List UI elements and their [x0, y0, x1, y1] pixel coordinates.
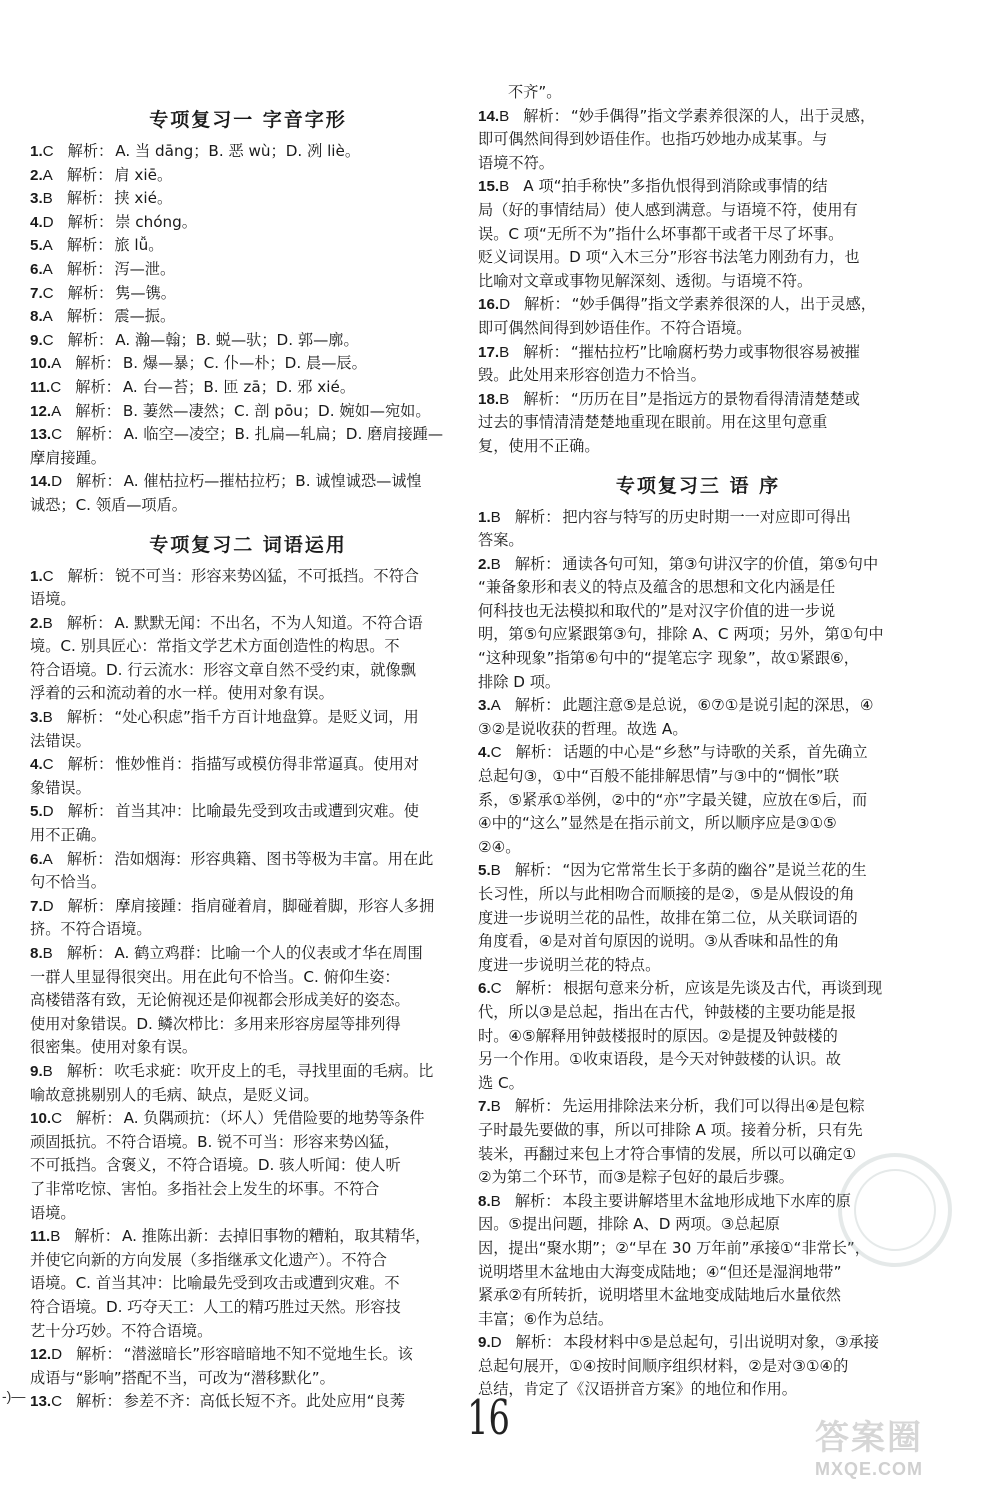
explanation-text: 语境。 — [30, 590, 76, 609]
analysis-label: 解析： — [515, 1333, 562, 1352]
answer-item — [478, 977, 918, 1095]
explanation-text: 很密集。使用对象有误。 — [30, 1038, 198, 1057]
explanation-text: 选 C。 — [478, 1073, 524, 1092]
question-number: 7. — [30, 897, 43, 915]
question-number: 5. — [30, 237, 43, 255]
explanation-text: 符合语境。D. 行云流水：形容文章自然不受约束，就像飘 — [30, 660, 416, 679]
answer-letter: A — [42, 166, 53, 184]
question-number: 1. — [30, 143, 43, 160]
explanation-text: 泻—泄。 — [114, 259, 176, 278]
explanation-text: A. 台—苔；B. 匝 zā；D. 邪 xié。 — [122, 377, 356, 396]
explanation-text: 过去的事情清清楚楚地重现在眼前。用在这里句意重 — [478, 413, 828, 432]
question-number: 10. — [30, 1110, 52, 1128]
question-number: 3. — [30, 190, 43, 208]
answer-item — [30, 211, 466, 235]
explanation-text: 喻故意挑剔别人的毛病、缺点，是贬义词。 — [30, 1085, 319, 1104]
answer-item — [478, 175, 918, 293]
analysis-label: 解析： — [515, 743, 562, 762]
explanation-text: 总结，肯定了《汉语拼音方案》的地位和作用。 — [478, 1380, 797, 1399]
answer-item — [478, 506, 918, 553]
question-number: 1. — [478, 508, 491, 526]
explanation-text: 挤。不符合语境。 — [30, 920, 152, 939]
page-edge-mark: -)— — [2, 1388, 26, 1404]
answer-item — [478, 105, 918, 176]
answer-letter: A — [42, 308, 53, 326]
answer-letter: B — [499, 343, 510, 361]
explanation-text: 使用对象错误。D. 鳞次栉比：多用来形容房屋等排列得 — [30, 1014, 401, 1033]
question-number: 3. — [478, 697, 491, 715]
answer-item — [30, 612, 466, 706]
explanation-text: 此题注意⑤是总说，⑥⑦①是说引起的深思，④ — [562, 696, 874, 715]
answer-item — [478, 1331, 918, 1402]
answer-item — [30, 164, 466, 188]
analysis-label: 解析： — [523, 342, 569, 361]
answer-letter: A — [51, 355, 62, 373]
analysis-label: 解析： — [514, 696, 561, 715]
explanation-text: “这种现象”指第⑥句中的“提笔忘字 现象”，故①紧跟⑥， — [478, 649, 859, 668]
analysis-label: 解析： — [67, 802, 114, 821]
explanation-text: 顽固抵抗。不符合语境。B. 锐不可当：形容来势凶猛， — [30, 1132, 400, 1151]
explanation-text: 不可抵挡。含褒义，不符合语境。D. 骇人听闻：使人听 — [30, 1156, 401, 1175]
explanation-text: 系，⑤紧承①举例，②中的“亦”字最关键，应放在⑤后，而 — [478, 790, 868, 809]
explanation-text: 说明塔里木盆地由大海变成陆地；④“但还是湿润地带” — [478, 1262, 842, 1281]
answer-letter: D — [490, 1334, 502, 1352]
question-number: 6. — [30, 850, 43, 868]
answer-letter: B — [490, 1192, 501, 1210]
answer-item — [478, 388, 918, 459]
analysis-label: 解析： — [515, 979, 562, 998]
question-number: 18. — [478, 390, 500, 408]
explanation-text: 肩 xiē。 — [114, 165, 173, 184]
explanation-text: ②④。 — [478, 837, 521, 856]
explanation-text: 比喻对文章或事物见解深刻、透彻。与语境不符。 — [478, 271, 813, 290]
analysis-label: 解析： — [74, 1227, 120, 1246]
answer-letter: A — [42, 850, 53, 868]
answer-letter: C — [42, 567, 54, 585]
answer-item — [30, 282, 466, 306]
explanation-text: A. 催枯拉朽—摧枯拉朽；B. 诚惶诚恐—诚惶 — [123, 472, 422, 491]
explanation-text: A. 瀚—翰；B. 蜕—驮；D. 郭—廓。 — [115, 330, 359, 349]
page-number: 16 — [467, 1390, 510, 1446]
answer-letter: D — [51, 1346, 63, 1364]
analysis-label: 解析： — [75, 377, 121, 396]
question-number: 3. — [30, 709, 43, 727]
answer-item — [478, 859, 918, 977]
explanation-text: 因，提出“聚水期”；②“早在 30 万年前”承接①“非常长”， — [478, 1238, 870, 1257]
question-number: 1. — [30, 567, 43, 585]
analysis-label: 解析： — [523, 106, 569, 125]
question-number: 11. — [30, 378, 51, 396]
continuation-text: 不齐”。 — [508, 83, 562, 101]
explanation-text: 诚恐；C. 领盾—项盾。 — [30, 495, 187, 514]
explanation-text: 总起句展开，①④按时间顺序组织材料，②是对③①④的 — [478, 1356, 849, 1375]
question-number: 13. — [30, 426, 52, 444]
explanation-text: “兼备象形和表义的特点及蕴含的思想和文化内涵是任 — [478, 578, 836, 597]
explanation-text: “妙手偶得”指文学素养很深的人，出于灵感， — [570, 106, 876, 125]
answer-item — [30, 1343, 466, 1390]
explanation-text: A. 当 dāng；B. 恶 wù；D. 冽 liè。 — [115, 142, 361, 160]
explanation-text: 隽—镌。 — [115, 283, 176, 302]
explanation-text: 参差不齐：高低长短不齐。此处应用“良莠 — [123, 1392, 405, 1411]
answer-item — [478, 341, 918, 388]
analysis-label: 解析： — [514, 861, 561, 880]
analysis-label: 解析： — [66, 849, 113, 868]
answer-letter: B — [499, 107, 510, 125]
answer-letter: C — [51, 1393, 63, 1411]
question-number: 5. — [30, 803, 43, 821]
question-number: 17. — [478, 343, 500, 361]
explanation-text: 语境。 — [30, 1203, 76, 1222]
explanation-text: A. 鹤立鸡群：比喻一个人的仪表或才华在周围 — [114, 944, 423, 962]
explanation-text: 装米，再翻过来包上才符合事情的发展，所以可以确定① — [478, 1144, 857, 1163]
explanation-text: B. 萋然—凄然；C. 剖 pōu；D. 婉如—宛如。 — [122, 401, 431, 420]
explanation-text: 本段材料中⑤是总起句，引出说明对象，③承接 — [563, 1333, 879, 1352]
explanation-text: 丰富；⑥作为总结。 — [478, 1309, 614, 1328]
section-title: 专项复习三 语 序 — [615, 474, 781, 497]
explanation-text: 贬义词误用。D 项“入木三分”形容书法笔力刚劲有力，也 — [478, 248, 860, 267]
answer-item — [30, 400, 466, 424]
section-title: 专项复习二 词语运用 — [149, 533, 347, 556]
analysis-label: 解析： — [66, 189, 113, 208]
answer-letter: A — [490, 697, 501, 715]
question-number: 8. — [30, 945, 43, 962]
explanation-text: A. 临空—凌空；B. 扎扁—轧扁；D. 磨肩接踵— — [123, 425, 444, 444]
analysis-label: 解析： — [514, 1097, 561, 1116]
explanation-text: 一群人里显得很突出。用在此句不恰当。C. 俯仰生姿： — [30, 967, 400, 986]
answer-letter: D — [42, 213, 54, 231]
explanation-text: 局（好的事情结局）使人感到满意。与语境不符，使用有 — [478, 200, 858, 219]
answer-item — [478, 741, 918, 859]
answer-letter: B — [490, 555, 501, 573]
answer-item — [478, 694, 918, 741]
explanation-text: 根据句意来分析，应该是先谈及古代，再谈到现 — [563, 979, 883, 998]
answer-letter: B — [490, 862, 501, 880]
answer-letter: C — [51, 1110, 63, 1128]
answer-item — [30, 234, 466, 258]
analysis-label: 解析： — [75, 354, 121, 373]
analysis-label: 解析： — [66, 165, 113, 184]
question-number: 2. — [478, 555, 491, 573]
explanation-text: 句不恰当。 — [30, 873, 106, 892]
answer-item — [478, 553, 918, 695]
answer-letter: C — [50, 378, 62, 396]
answer-letter: C — [51, 426, 63, 444]
analysis-label: 解析： — [67, 566, 114, 585]
answer-letter: B — [499, 178, 510, 196]
explanation-text: 另一个作用。①收束语段，是今天对钟鼓楼的认识。故 — [478, 1050, 841, 1069]
explanation-text: 首当其冲：比喻最先受到攻击或遭到灾难。使 — [115, 802, 419, 821]
analysis-label: 解析： — [514, 507, 561, 526]
answer-letter: A — [42, 237, 53, 255]
explanation-text: 紧承②有所转折，说明塔里木盆地变成陆地后水量依然 — [478, 1286, 841, 1305]
answer-item — [30, 1107, 466, 1225]
answer-item — [30, 753, 466, 800]
explanation-text: 惟妙惟肖：指描写或模仿得非常逼真。使用对 — [115, 755, 419, 774]
explanation-text: 总起句③，①中“百般不能排解思情”与③中的“惆怅”联 — [478, 767, 839, 786]
explanation-text: 锐不可当：形容来势凶猛，不可抵挡。不符合 — [115, 566, 419, 585]
analysis-label: 解析： — [76, 1345, 122, 1364]
explanation-text: “妙手偶得”指文学素养很深的人，出于灵感， — [571, 295, 876, 314]
question-number: 13. — [30, 1393, 52, 1411]
explanation-text: 毁。此处用来形容创造力不恰当。 — [478, 366, 706, 385]
analysis-label: 解析： — [523, 389, 569, 408]
question-number: 4. — [30, 756, 43, 774]
explanation-text: B. 爆—暴；C. 仆—朴；D. 晨—辰。 — [122, 354, 367, 373]
question-number: 9. — [30, 1062, 43, 1080]
answer-item — [30, 800, 466, 847]
analysis-label: 解析： — [67, 755, 114, 774]
answer-item — [30, 1225, 466, 1343]
answer-letter: C — [42, 284, 54, 302]
answer-item — [30, 942, 466, 1060]
explanation-text: 并使它向新的方向发展（多指继承文化遗产）。不符合 — [30, 1250, 387, 1269]
answer-letter: B — [499, 390, 510, 408]
answer-item — [478, 293, 918, 340]
explanation-text: 因。⑤提出问题，排除 A、D 两项。③总起原 — [478, 1215, 780, 1234]
answer-item — [30, 352, 466, 376]
question-number: 12. — [30, 1346, 52, 1364]
watermark-stamp-icon — [830, 1140, 960, 1280]
answer-letter: A — [51, 402, 62, 420]
analysis-label: 解析： — [514, 554, 561, 573]
explanation-text: 崇 chóng。 — [115, 212, 197, 231]
explanation-text: 浩如烟海：形容典籍、图书等极为丰富。用在此 — [114, 849, 434, 868]
analysis-label: 解析： — [66, 944, 113, 962]
explanation-text: “潜滋暗长”形容暗暗地不知不觉地生长。该 — [123, 1345, 413, 1364]
answer-item — [30, 848, 466, 895]
explanation-text: 误。C 项“无所不为”指什么坏事都干或者干尽了坏事。 — [478, 224, 844, 243]
explanation-text: 话题的中心是“乡愁”与诗歌的关系，首先确立 — [563, 743, 868, 762]
explanation-text: 把内容与特写的历史时期一一对应即可得出 — [562, 507, 851, 526]
explanation-text: “处心积虑”指千方百计地盘算。是贬义词，用 — [114, 708, 419, 727]
question-number: 12. — [30, 402, 52, 420]
question-number: 14. — [478, 107, 500, 125]
explanation-text: 象错误。 — [30, 778, 91, 797]
explanation-text: 明，第⑤句应紧跟第③句，排除 A、C 两项；另外，第①句中 — [478, 625, 884, 644]
answer-letter: C — [490, 980, 502, 998]
analysis-label: 解析： — [66, 1061, 113, 1080]
question-number: 7. — [30, 284, 43, 302]
analysis-label: 解析： — [66, 307, 113, 326]
explanation-text: 度进一步说明兰花的特点。 — [478, 955, 661, 974]
explanation-text: ③②是说收获的哲理。故选 A。 — [478, 719, 688, 738]
question-number: 4. — [478, 744, 491, 762]
explanation-text: A 项“拍手称快”多指仇恨得到消除或事情的结 — [523, 177, 828, 196]
answer-letter: B — [42, 190, 53, 208]
question-number: 7. — [478, 1098, 491, 1116]
analysis-label: 解析： — [67, 896, 114, 915]
analysis-label: 解析： — [76, 1392, 122, 1411]
answer-letter: B — [490, 508, 501, 526]
question-number: 10. — [30, 355, 52, 373]
analysis-label: 解析： — [67, 212, 114, 231]
analysis-label: 解析： — [66, 236, 113, 255]
answer-letter: B — [42, 614, 53, 632]
answer-item — [30, 329, 466, 353]
explanation-text: 角度看，④是对首句原因的说明。③从香味和品性的角 — [478, 932, 840, 951]
analysis-label: 解析： — [524, 295, 570, 314]
answer-letter: D — [51, 473, 63, 491]
answer-item — [30, 565, 466, 612]
question-number: 6. — [478, 980, 491, 998]
explanation-text: 先运用排除法来分析，我们可以得出④是包粽 — [562, 1097, 865, 1116]
answer-item — [30, 187, 466, 211]
question-number: 6. — [30, 260, 43, 278]
explanation-text: A. 推陈出新：去掉旧事物的糟粕，取其精华， — [121, 1227, 431, 1246]
answer-letter: B — [490, 1098, 501, 1116]
question-number: 4. — [30, 213, 43, 231]
analysis-label: 解析： — [76, 472, 122, 491]
answer-item — [30, 895, 466, 942]
explanation-text: 复，使用不正确。 — [478, 436, 600, 455]
explanation-text: 符合语境。D. 巧夺天工：人工的精巧胜过天然。形容技 — [30, 1297, 401, 1316]
explanation-text: 震—振。 — [114, 307, 176, 326]
answer-letter: B — [42, 1062, 53, 1080]
question-number: 11. — [30, 1228, 51, 1246]
explanation-text: A. 默默无闻：不出名，不为人知道。不符合语 — [114, 613, 423, 632]
explanation-text: 旅 lǚ。 — [114, 236, 164, 255]
explanation-text: 时。④⑤解释用钟鼓楼报时的原因。②是提及钟鼓楼的 — [478, 1026, 838, 1045]
analysis-label: 解析： — [66, 708, 113, 727]
analysis-label: 解析： — [66, 259, 113, 278]
answer-letter: B — [42, 945, 53, 962]
section-title: 专项复习一 字音字形 — [149, 109, 347, 131]
explanation-text: ②为第二个环节，而③是粽子包好的最后步骤。 — [478, 1168, 794, 1187]
analysis-label: 解析： — [67, 283, 114, 302]
answer-letter: D — [499, 296, 511, 314]
answer-letter: C — [42, 143, 54, 160]
answer-item — [30, 1060, 466, 1107]
explanation-text: “历历在目”是指远方的景物看得清清楚楚或 — [570, 389, 860, 408]
explanation-text: ④中的“这么”显然是在指示前文，所以顺序应是③①⑤ — [478, 814, 837, 833]
answer-letter: C — [42, 756, 54, 774]
answer-letter: C — [490, 744, 502, 762]
watermark-bottom-text: MXQE.COM — [815, 1459, 924, 1479]
answer-item — [30, 423, 466, 470]
explanation-text: 摩肩接踵：指肩碰着肩，脚碰着脚，形容人多拥 — [115, 896, 435, 915]
explanation-text: 了非常吃惊、害怕。多指社会上发生的坏事。不符合 — [30, 1179, 380, 1198]
explanation-text: 度进一步说明兰花的品性，故排在第二位，从关联词语的 — [478, 908, 858, 927]
answer-item — [30, 470, 466, 517]
analysis-label: 解析： — [76, 1109, 122, 1128]
question-number: 14. — [30, 473, 52, 491]
question-number: 9. — [478, 1334, 491, 1352]
question-number: 2. — [30, 614, 43, 632]
explanation-text: 答案。 — [478, 531, 524, 550]
explanation-text: 即可偶然间得到妙语佳作。不符合语境。 — [478, 318, 752, 337]
explanation-text: 通读各句可知，第③句讲汉字的价值，第⑤句中 — [562, 554, 879, 573]
explanation-text: 挟 xié。 — [114, 189, 173, 208]
answer-letter: A — [42, 260, 53, 278]
explanation-text: 摩肩接踵。 — [30, 448, 106, 467]
watermark-top-text: 答案圈 — [815, 1418, 923, 1458]
analysis-label: 解析： — [67, 142, 114, 160]
explanation-text: 高楼错落有致，无论俯视还是仰视都会形成美好的姿态。 — [30, 991, 410, 1010]
explanation-text: 即可偶然间得到妙语佳作。也指巧妙地办成某事。与 — [478, 130, 828, 149]
explanation-text: 浮着的云和流动着的水一样。使用对象有误。 — [30, 684, 334, 703]
question-number: 15. — [478, 178, 500, 196]
answer-letter: B — [50, 1228, 61, 1246]
explanation-text: 成语与“影响”搭配不当，可改为“潜移默化”。 — [30, 1368, 335, 1387]
answer-item — [30, 376, 466, 400]
explanation-text: 何科技也无法模拟和取代的”是对汉字价值的进一步说 — [478, 601, 836, 620]
answer-item — [30, 305, 466, 329]
explanation-text: “摧枯拉朽”比喻腐朽势力或事物很容易被摧 — [570, 342, 860, 361]
explanation-text: “因为它常常生长于多荫的幽谷”是说兰花的生 — [562, 861, 867, 880]
explanation-text: 用不正确。 — [30, 826, 106, 845]
explanation-text: 代，所以③是总起，指出在古代，钟鼓楼的主要功能是报 — [478, 1002, 857, 1021]
explanation-text: 本段主要讲解塔里木盆地形成地下水库的原 — [562, 1191, 851, 1210]
question-number: 8. — [478, 1192, 491, 1210]
answer-item — [30, 140, 466, 164]
analysis-label: 解析： — [67, 330, 114, 349]
analysis-label: 解析： — [76, 425, 122, 444]
answer-letter: B — [42, 709, 53, 727]
question-number: 16. — [478, 296, 500, 314]
answer-item — [30, 258, 466, 282]
question-number: 2. — [30, 166, 43, 184]
watermark-logo — [815, 1410, 990, 1480]
question-number: 9. — [30, 331, 43, 349]
explanation-text: 子时最先要做的事，所以可排除 A 项。接着分析，只有先 — [478, 1120, 863, 1139]
question-number: 5. — [478, 862, 491, 880]
explanation-text: 排除 D 项。 — [478, 672, 561, 691]
explanation-text: 吹毛求疵：吹开皮上的毛，寻找里面的毛病。比 — [114, 1061, 434, 1080]
explanation-text: 法错误。 — [30, 731, 91, 750]
explanation-text: 艺十分巧妙。不符合语境。 — [30, 1321, 213, 1340]
explanation-text: 语境。C. 首当其冲：比喻最先受到攻击或遭到灾难。不 — [30, 1274, 400, 1293]
question-number: 8. — [30, 308, 43, 326]
analysis-label: 解析： — [514, 1191, 561, 1210]
answer-letter: D — [42, 803, 54, 821]
answer-item — [30, 1390, 466, 1414]
left-column — [30, 93, 466, 1414]
explanation-text: A. 负隅顽抗：（坏人）凭借险要的地势等条件 — [123, 1109, 425, 1128]
answer-item — [30, 706, 466, 753]
explanation-text: 长习性，所以与此相吻合而顺接的是②，⑤是从假设的角 — [478, 885, 855, 903]
analysis-label: 解析： — [75, 401, 121, 420]
answer-letter: C — [42, 331, 54, 349]
answer-letter: D — [42, 897, 54, 915]
analysis-label: 解析： — [66, 613, 113, 632]
explanation-text: 境。C. 别具匠心：常指文学艺术方面创造性的构思。不 — [30, 637, 400, 656]
explanation-text: 语境不符。 — [478, 153, 554, 172]
